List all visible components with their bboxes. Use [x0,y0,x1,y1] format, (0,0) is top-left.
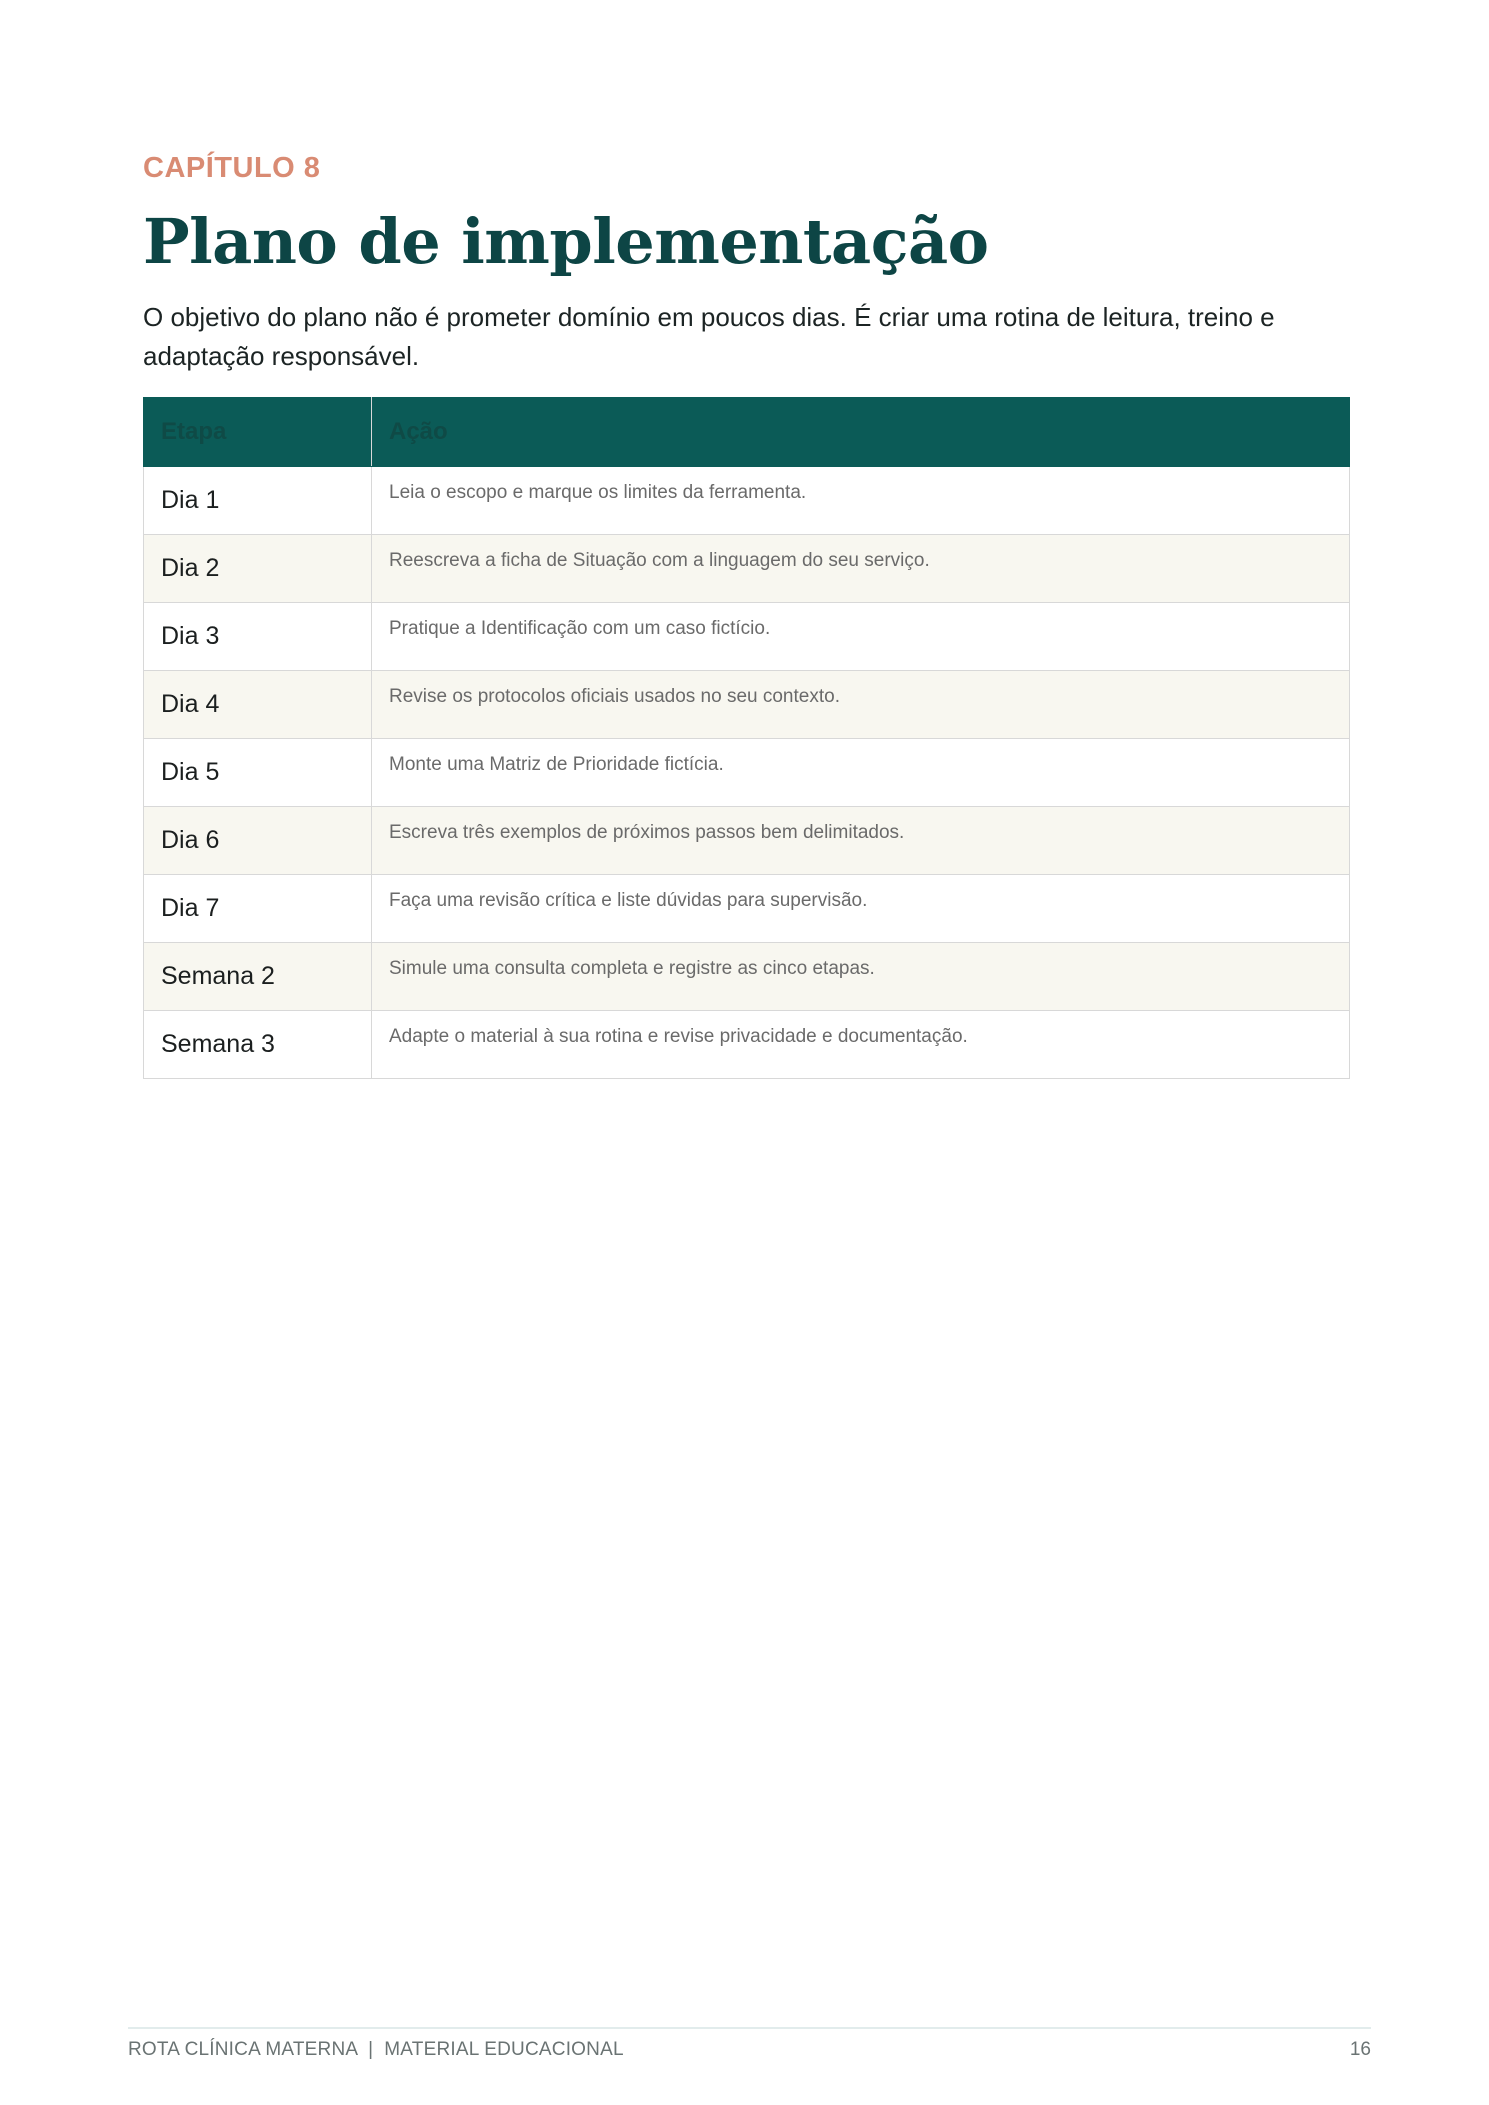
table-row [144,467,1350,535]
step-cell: Dia 7 [144,875,372,943]
step-cell: Dia 4 [144,671,372,739]
action-cell: Escreva três exemplos de próximos passos bem delimitados. [372,807,1350,875]
column-header-step: Etapa [144,398,372,467]
chapter-label: CAPÍTULO 8 [143,152,321,184]
step-cell: Semana 2 [144,943,372,1011]
table-row [144,807,1350,875]
step-cell: Semana 3 [144,1011,372,1079]
action-cell: Leia o escopo e marque os limites da ferramenta. [372,467,1350,535]
table-row [144,671,1350,739]
implementation-plan-table [143,397,1350,1079]
action-cell: Monte uma Matriz de Prioridade fictícia. [372,739,1350,807]
table-row [144,603,1350,671]
page-number: 16 [1349,2039,1371,2060]
step-cell: Dia 5 [144,739,372,807]
step-cell: Dia 3 [144,603,372,671]
action-cell: Pratique a Identificação com um caso fictício. [372,603,1350,671]
page-content [143,150,1350,1079]
footer-text: ROTA CLÍNICA MATERNA | MATERIAL EDUCACIONAL [128,2039,624,2060]
step-cell: Dia 1 [144,467,372,535]
table-row [144,943,1350,1011]
action-cell: Revise os protocolos oficiais usados no seu contexto. [372,671,1350,739]
action-cell: Faça uma revisão crítica e liste dúvidas para supervisão. [372,875,1350,943]
action-cell: Simule uma consulta completa e registre as cinco etapas. [372,943,1350,1011]
table-row [144,739,1350,807]
step-cell: Dia 6 [144,807,372,875]
footer-divider [128,2027,1371,2029]
table-row [144,875,1350,943]
column-header-action: Ação [372,398,1350,467]
intro-paragraph: O objetivo do plano não é prometer domínio em poucos dias. É criar uma rotina de leitura, treino e adaptação responsável. [143,302,1275,371]
step-cell: Dia 2 [144,535,372,603]
table-row [144,535,1350,603]
action-cell: Reescreva a ficha de Situação com a linguagem do seu serviço. [372,535,1350,603]
page-title: Plano de implementação [143,205,989,278]
action-cell: Adapte o material à sua rotina e revise privacidade e documentação. [372,1011,1350,1079]
table-header-row [144,398,1350,467]
table-row [144,1011,1350,1079]
